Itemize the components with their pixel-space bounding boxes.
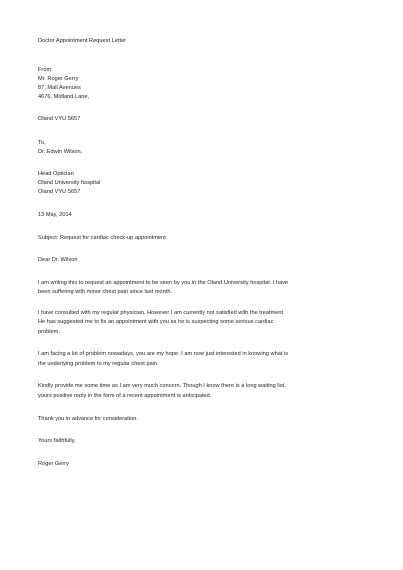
paragraph-3-line-2: the underlying problem to my regular chest pain.: [38, 361, 159, 367]
salutation: Dear Dr. Wilson: [38, 257, 78, 263]
closing-line: Yours faithfully,: [38, 438, 76, 444]
to-label: To,: [38, 140, 46, 146]
recipient-name: Dr. Edwin Wilson,: [38, 149, 83, 155]
paragraph-1-line-1: I am writing this to request an appointment to be seen by you in the Oland University hospital. I have: [38, 280, 289, 286]
paragraph-2-line-2: He has suggested me to fix an appointment with you as he is suspecting some serious cardiac: [38, 319, 274, 325]
from-label: From:: [38, 67, 53, 73]
sender-name: Mr. Roger Gerry: [38, 76, 79, 82]
recipient-title: Head Optician: [38, 171, 74, 177]
sender-address-line-1: 87, Mall Avenues: [38, 85, 81, 91]
paragraph-2-line-3: problem.: [38, 329, 60, 335]
sender-address-line-2: 4676, Midland Lane,: [38, 94, 90, 100]
letter-subject: Subject: Request for cardiac check-up appointment: [38, 235, 166, 241]
paragraph-4-line-1: Kindly provide me some time as I am very much concern. Though I know there is a long waiting list,: [38, 383, 286, 389]
sender-city: Oland VYU 5657: [38, 116, 81, 122]
recipient-city: Oland VYU 5657: [38, 189, 81, 195]
paragraph-4-line-2: yours positive reply in the form of a recent appointment is anticipated.: [38, 393, 212, 399]
letter-title: Doctor Appointment Request Letter: [38, 38, 127, 44]
letter-date: 13 May, 2014: [38, 212, 72, 218]
paragraph-3-line-1: I am facing a lot of problem nowadays, you are my hope. I am now just interested in knowing what is: [38, 351, 289, 357]
recipient-organization: Oland University hospital: [38, 180, 101, 186]
paragraph-1-line-2: been suffering with minor chest pain since last month.: [38, 289, 173, 295]
paragraph-2-line-1: I have consulted with my regular physician. However I am currently not satisfied with the treatment.: [38, 310, 285, 316]
signature-name: Roger Gerry: [38, 461, 69, 467]
thanks-line: Thank you in advance for consideration.: [38, 416, 138, 422]
